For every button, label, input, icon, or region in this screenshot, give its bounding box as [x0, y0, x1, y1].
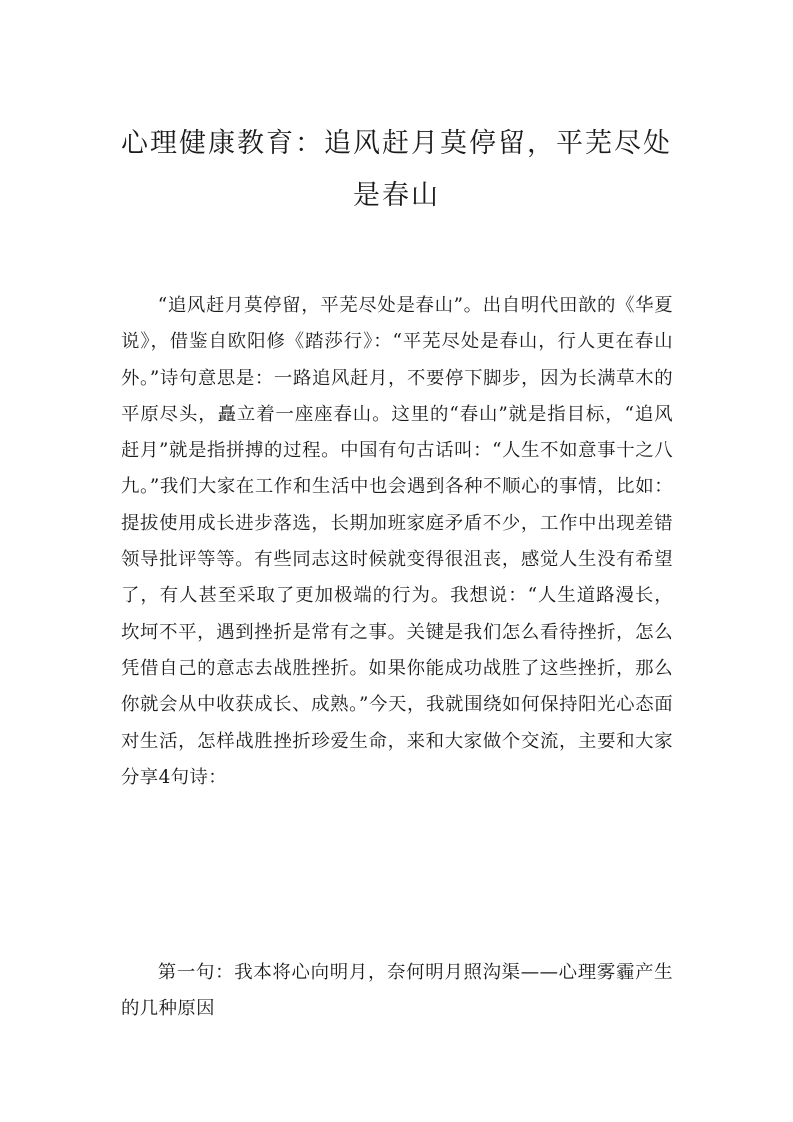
body-paragraph-intro: “追风赶月莫停留，平芜尽处是春山”。出自明代田歆的《华夏说》，借鉴自欧阳修《踏莎行》：“平芜尽处是春山，行人更在春山外。”诗句意思是：一路追风赶月，不要停下脚步，因为长满草木的平原尽头，矗立着一座座春山。这里的“春山”就是指目标，“追风赶月”就是指拼搏的过程。中国有句古话叫：“人生不如意事十之八九。”我们大家在工作和生活中也会遇到各种不顺心的事情，比如：提拔使用成长进步落选，长期加班家庭矛盾不少，工作中出现差错领导批评等等。有些同志这时候就变得很沮丧，感觉人生没有希望了，有人甚至采取了更加极端的行为。我想说：“人生道路漫长，坎坷不平，遇到挫折是常有之事。关键是我们怎么看待挫折，怎么凭借自己的意志去战胜挫折。如果你能成功战胜了这些挫折，那么你就会从中收获成长、成熟。”今天，我就围绕如何保持阳光心态面对生活，怎样战胜挫折珍爱生命，来和大家做个交流，主要和大家分享4句诗： [121, 295, 673, 788]
document-title: 心理健康教育：追风赶月莫停留，平芜尽处是春山 [121, 128, 672, 211]
section-heading-first-verse: 第一句：我本将心向明月，奈何明月照沟渠——心理雾霾产生的几种原因 [121, 962, 673, 1020]
